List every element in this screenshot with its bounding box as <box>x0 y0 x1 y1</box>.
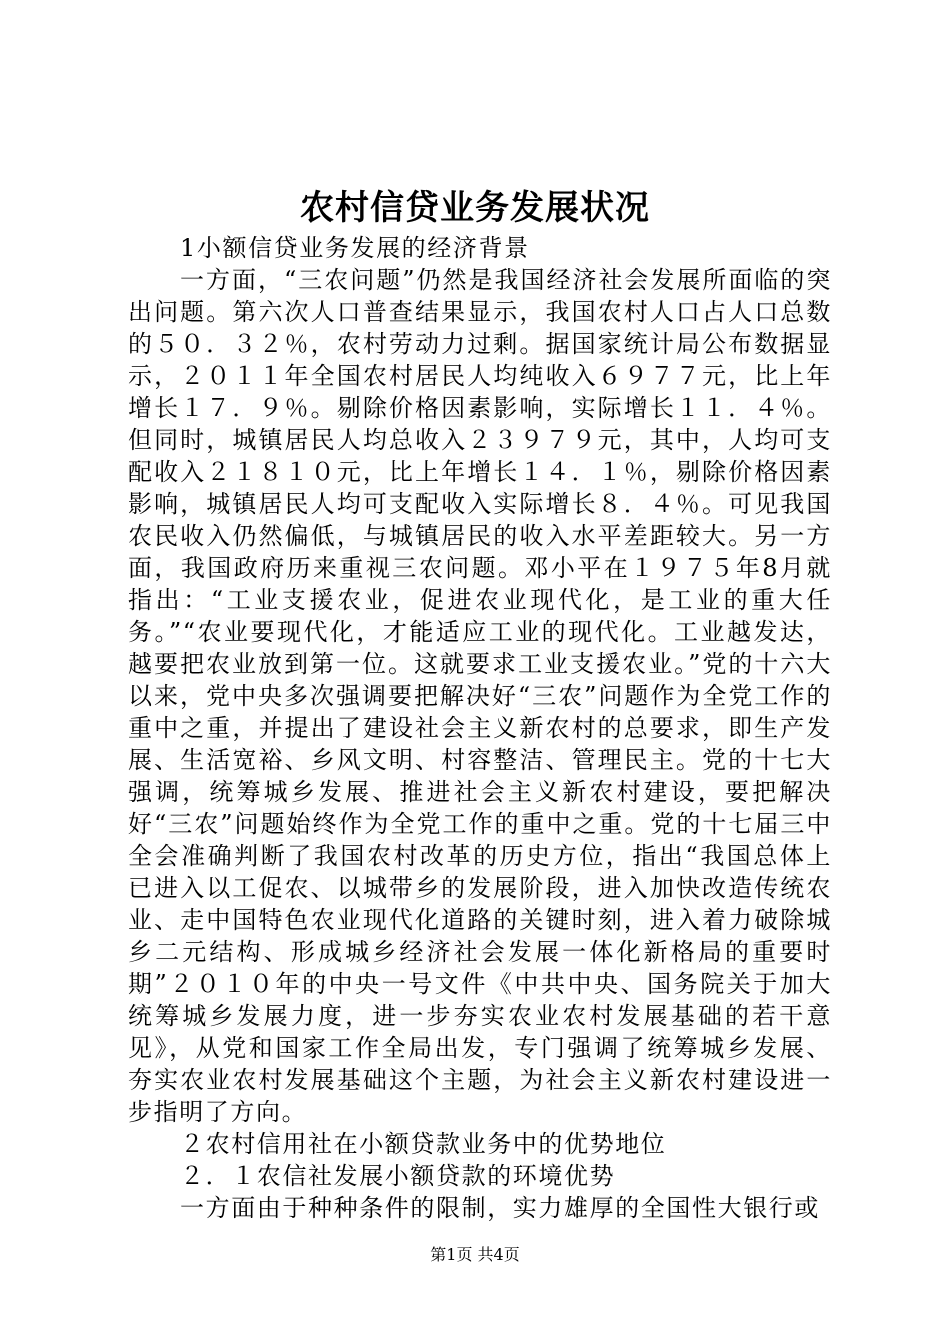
page-footer: 第1页 共4页 <box>430 1245 520 1264</box>
body-paragraph: 一方面，“三农问题”仍然是我国经济社会发展所面临的突出问题。第六次人口普查结果显示，我国农村人口占人口总数的５０．３２％，农村劳动力过剩。据国家统计局公布数据显示，２０１１年全国农村居民人均纯收入６９７７元，比上年增长１７．９％。剔除价格因素影响，实际增长１１．４％。但同时，城镇居民人均总收入２３９７９元，其中，人均可支配收入２１８１０元，比上年增长１４．１％，剔除价格因素影响，城镇居民人均可支配收入实际增长８．４％。可见我国农民收入仍然偏低，与城镇居民的收入水平差距较大。另一方面，我国政府历来重视三农问题。邓小平在１９７５年8月就指出：“工业支援农业，促进农业现代化，是工业的重大任务。”“农业要现代化，才能适应工业的现代化。工业越发达，越要把农业放到第一位。这就要求工业支援农业。”党的十六大以来，党中央多次强调要把解决好“三农”问题作为全党工作的重中之重，并提出了建设社会主义新农村的总要求，即生产发展、生活宽裕、乡风文明、村容整洁、管理民主。党的十七大强调，统筹城乡发展、推进社会主义新农村建设，要把解决好“三农”问题始终作为全党工作的重中之重。党的十七届三中全会准确判断了我国农村改革的历史方位，指出“我国总体上已进入以工促农、以城带乡的发展阶段，进入加快改造传统农业、走中国特色农业现代化道路的关键时刻，进入着力破除城乡二元结构、形成城乡经济社会发展一体化新格局的重要时期”２０１０年的中央一号文件《中共中央、国务院关于加大统筹城乡发展力度，进一步夯实农业农村发展基础的若干意见》，从党和国家工作全局出发，专门强调了统筹城乡发展、夯实农业农村发展基础这个主题，为社会主义新农村建设进一步指明了方向。 <box>128 266 832 1126</box>
subsection-heading-2-1: ２．１农信社发展小额贷款的环境优势 <box>180 1162 616 1190</box>
body-paragraph: 一方面由于种种条件的限制，实力雄厚的全国性大银行或 <box>180 1194 820 1222</box>
section-heading-2: ２农村信用社在小额贷款业务中的优势地位 <box>180 1130 667 1158</box>
document-title: 农村信贷业务发展状况 <box>300 188 650 228</box>
document-body <box>128 232 832 1224</box>
section-heading-1: 1小额信贷业务发展的经济背景 <box>180 234 530 262</box>
